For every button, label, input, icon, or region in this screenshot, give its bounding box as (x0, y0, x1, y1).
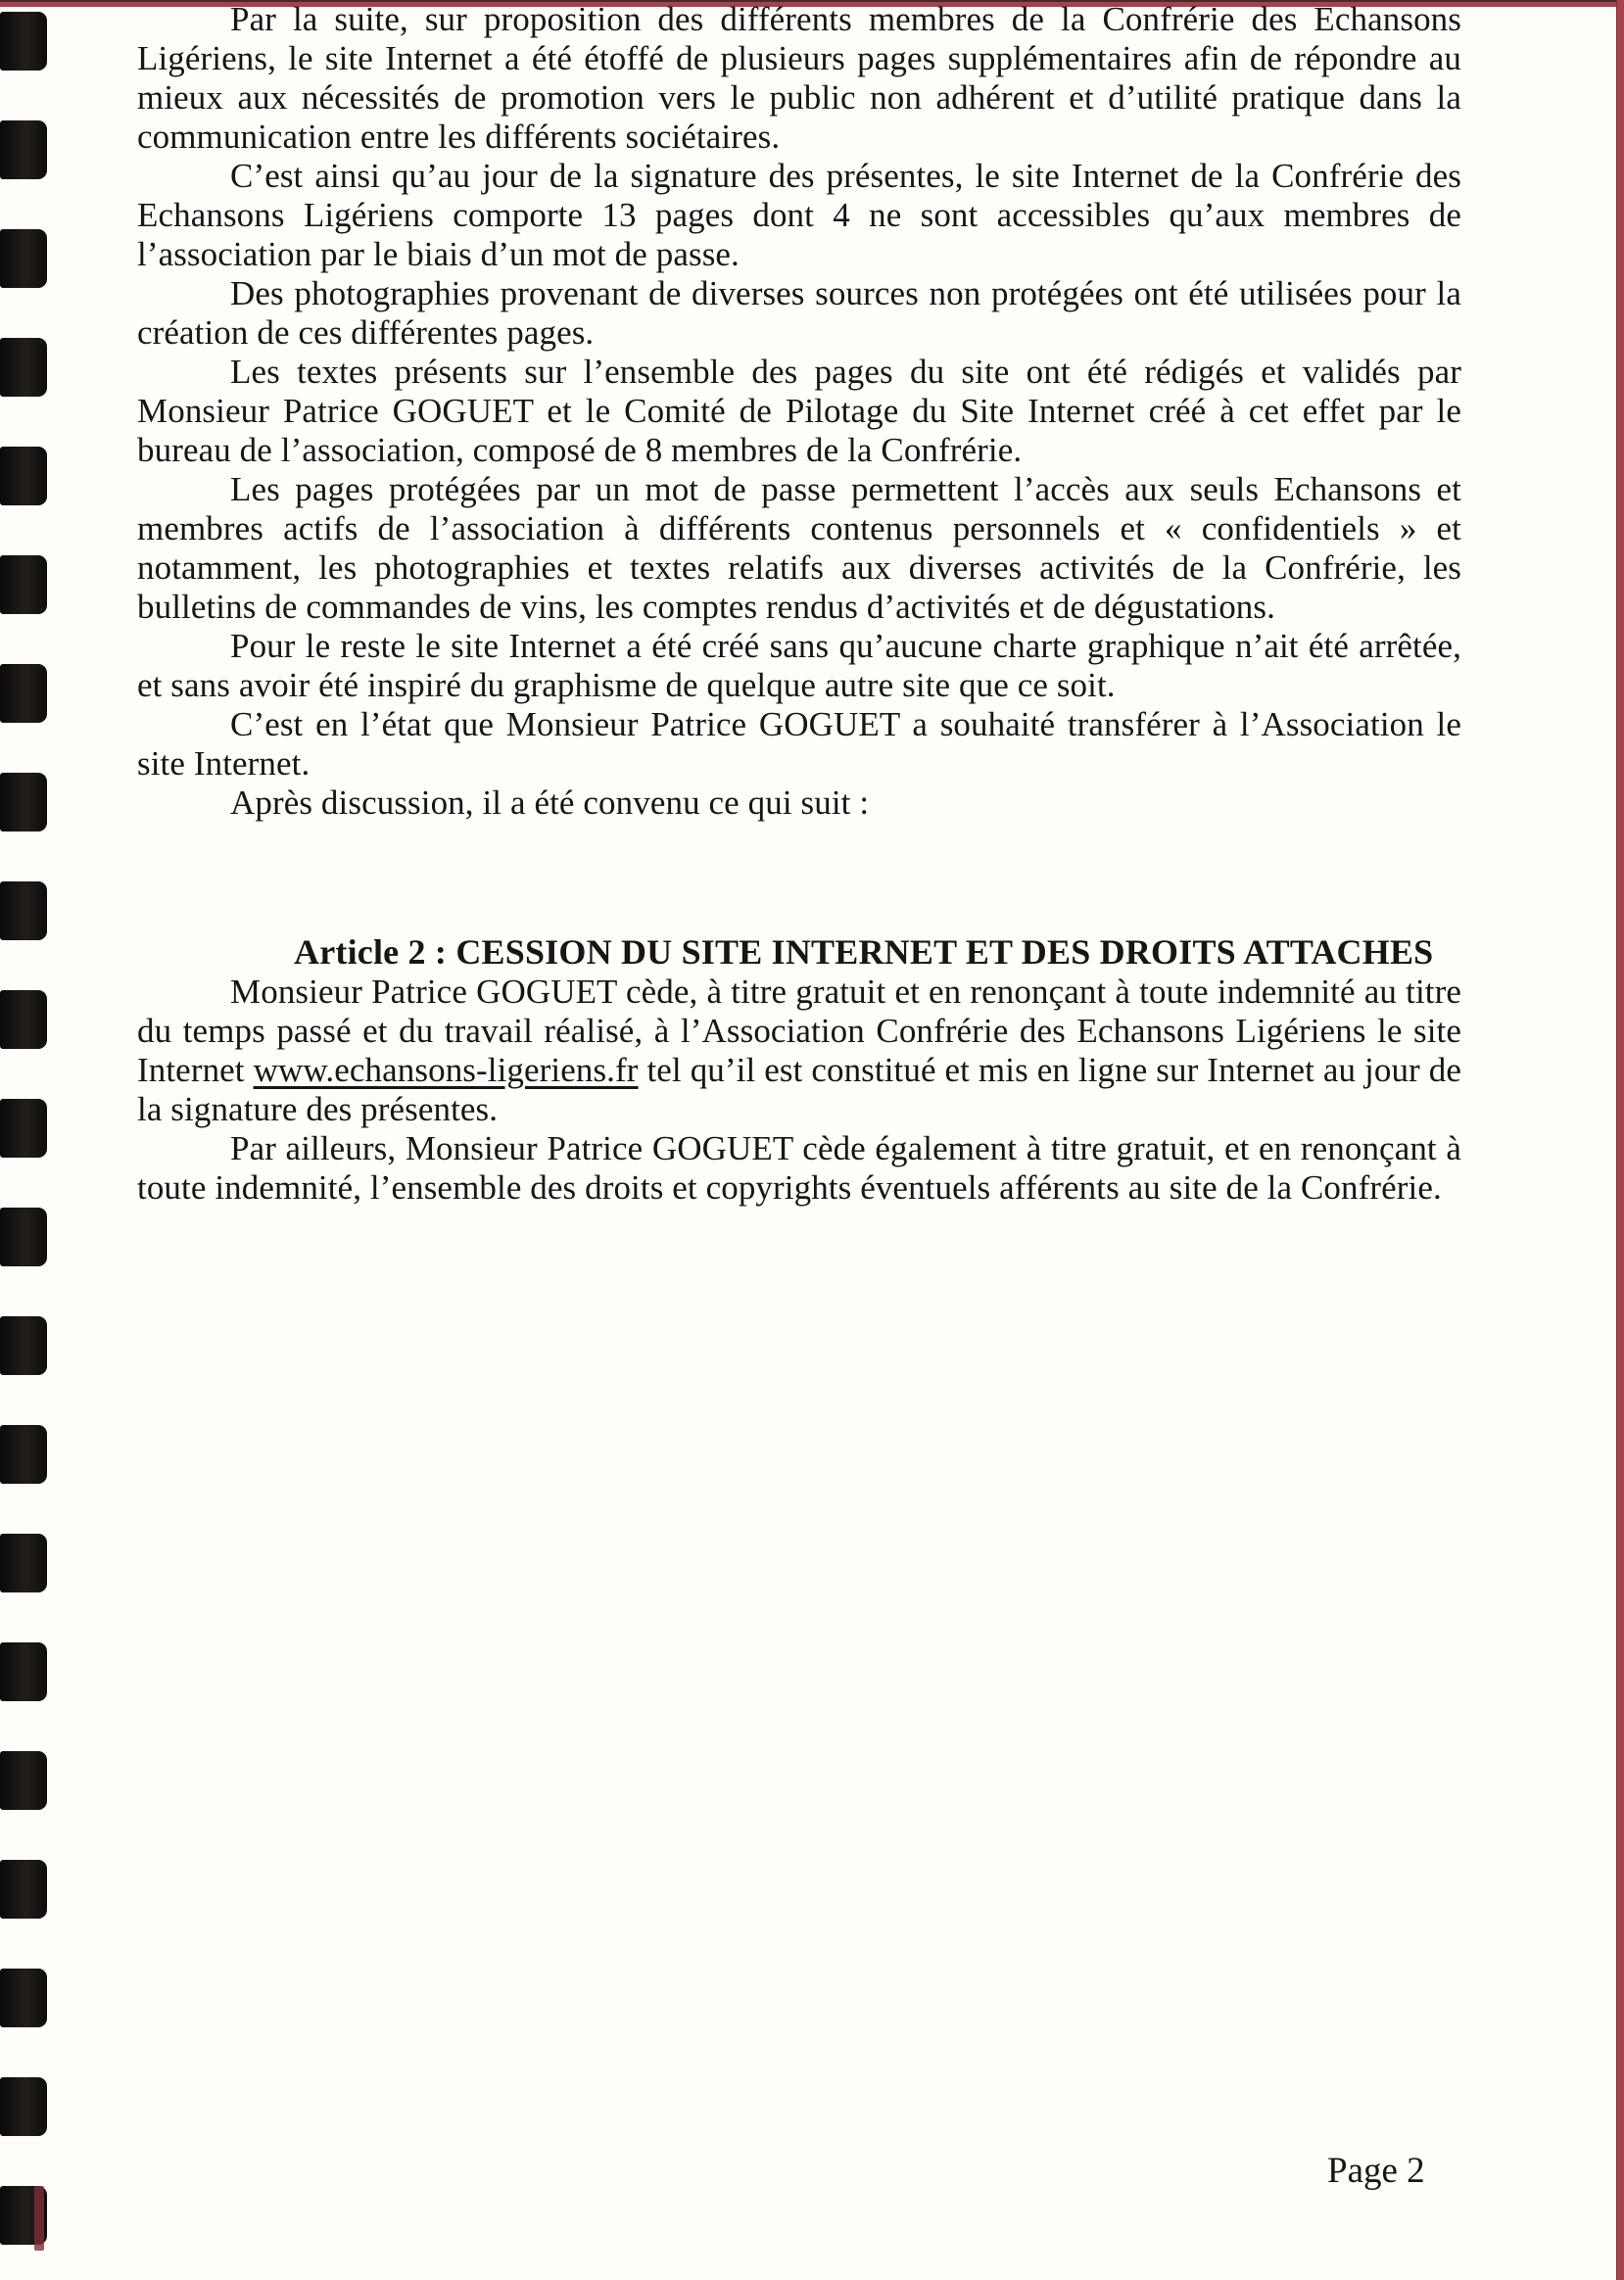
binding-tooth (0, 2186, 47, 2245)
paragraph: Des photographies provenant de diverses sources non protégées ont été utilisées pour la création de ces différentes pages. (137, 274, 1461, 352)
binding-tooth (0, 1534, 47, 1592)
paragraph: Par la suite, sur proposition des différents membres de la Confrérie des Echansons Ligériens, le site Internet a été étoffé de plusieurs pages supplémentaires afin de répondre au mieux aux nécessités de promotion vers le public non adhérent et d’utilité pratique dans la communication entre les différents sociétaires. (137, 0, 1461, 156)
paragraph: C’est ainsi qu’au jour de la signature des présentes, le site Internet de la Confrérie des Echansons Ligériens comporte 13 pages dont 4 ne sont accessibles qu’aux membres de l’association par le biais d’un mot de passe. (137, 157, 1461, 273)
cover-edge-right (1616, 0, 1624, 2280)
paragraph: Les textes présents sur l’ensemble des pages du site ont été rédigés et validés par Monsieur Patrice GOGUET et le Comité de Pilotage du Site Internet créé à cet effet par le bureau de l’association, composé de 8 membres de la Confrérie. (137, 353, 1461, 469)
binding-tooth (0, 773, 47, 831)
paragraph: Pour le reste le site Internet a été créé sans qu’aucune charte graphique n’ait été arrêtée, et sans avoir été inspiré du graphisme de quelque autre site que ce soit. (137, 627, 1461, 704)
binding-tooth (0, 229, 47, 288)
cession-text-after: tel qu’il est constitué et mis en ligne sur Internet au jour de la signature des présentes. (137, 1051, 1461, 1128)
binding-tooth (0, 664, 47, 723)
article-heading: Article 2 : CESSION DU SITE INTERNET ET DES DROITS ATTACHES (294, 932, 1434, 972)
binding-tooth (0, 1099, 47, 1158)
binding-tooth (0, 1425, 47, 1484)
binding-tooth (0, 1642, 47, 1701)
binding-tooth (0, 1316, 47, 1375)
website-url: www.echansons-ligeriens.fr (253, 1051, 639, 1089)
paragraph: Les pages protégées par un mot de passe permettent l’accès aux seuls Echansons et membres actifs de l’association à différents contenus personnels et « confidentiels » et notamment, les photographies et textes relatifs aux diverses activités de la Confrérie, les bulletins de commandes de vins, les comptes rendus d’activités et de dégustations. (137, 470, 1461, 626)
binding-tooth (0, 1751, 47, 1810)
binding-tooth (0, 1860, 47, 1919)
binding-tooth (0, 1969, 47, 2027)
document-body (137, 0, 1461, 1208)
binding-tooth (0, 447, 47, 505)
binding-tooth (0, 338, 47, 397)
binding-tooth (0, 1208, 47, 1266)
paragraph: Par ailleurs, Monsieur Patrice GOGUET cède également à titre gratuit, et en renonçant à toute indemnité, l’ensemble des droits et copyrights éventuels afférents au site de la Confrérie. (137, 1129, 1461, 1207)
binding-tooth (0, 120, 47, 179)
comb-binding (0, 12, 63, 2280)
paragraph: C’est en l’état que Monsieur Patrice GOGUET a souhaité transférer à l’Association le site Internet. (137, 705, 1461, 783)
binding-tooth (0, 2077, 47, 2136)
binding-tooth (0, 12, 47, 71)
page-number: Page 2 (1327, 2151, 1425, 2191)
cession-text-before: Monsieur Patrice GOGUET cède, à titre gratuit et en renonçant à toute indemnité au titre du temps passé et du travail réalisé, à l’Association Confrérie des Echansons Ligériens le site Internet (137, 973, 1461, 1089)
binding-tooth (0, 881, 47, 940)
binding-tooth (0, 990, 47, 1049)
paragraph (137, 973, 1461, 1129)
binding-tooth (0, 555, 47, 614)
paragraph: Après discussion, il a été convenu ce qui suit : (230, 784, 870, 822)
